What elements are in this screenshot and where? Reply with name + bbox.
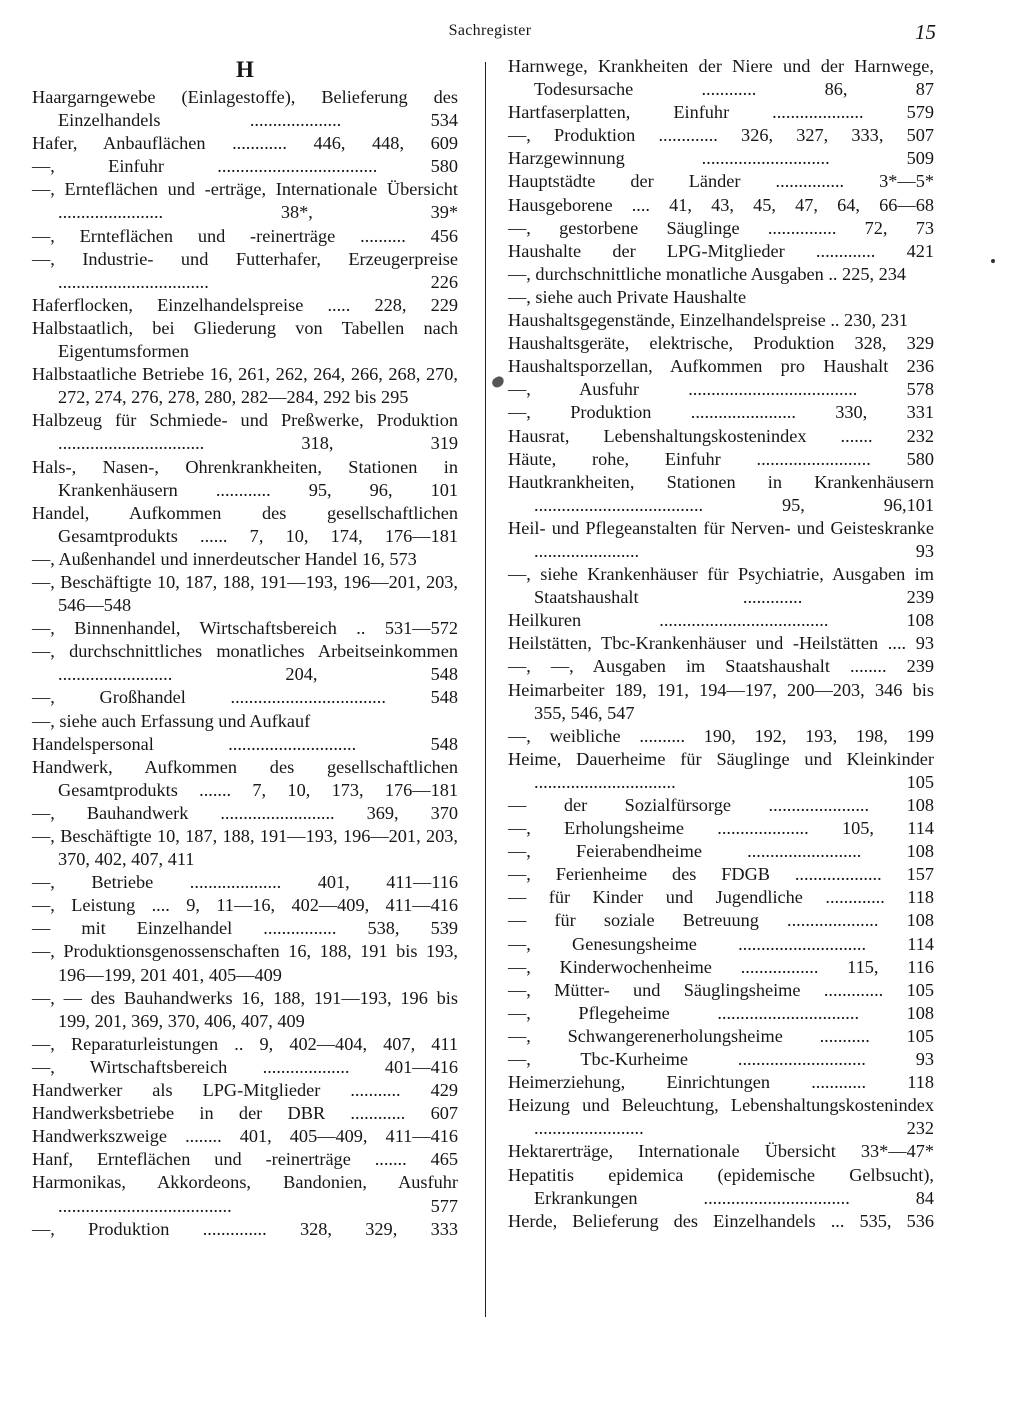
index-entry: —, Produktion ............. 326, 327, 333, 507 xyxy=(508,125,934,146)
index-entry: —, Erholungsheime .................... 105, 114 xyxy=(508,818,934,839)
ink-dot xyxy=(991,259,995,263)
index-entry: —, Pflegeheime ............................... 108 xyxy=(508,1002,934,1023)
index-entry: —, Ernteflächen und -reinerträge .......... 456 xyxy=(32,225,458,246)
page-number: 15 xyxy=(915,20,936,44)
column-divider xyxy=(485,62,486,1317)
index-entry: —, Reparaturleistungen .. 9, 402—404, 407, 411 xyxy=(32,1033,458,1054)
index-entry: —, Binnenhandel, Wirtschaftsbereich .. 531—572 xyxy=(32,618,458,639)
index-entry: —, — des Bauhandwerks 16, 188, 191—193, 196 bis 199, 201, 369, 370, 406, 407, 409 xyxy=(32,987,458,1031)
index-entry: —, Mütter- und Säuglingsheime ............. 105 xyxy=(508,979,934,1000)
index-entry: — für Kinder und Jugendliche ............. 118 xyxy=(508,887,934,908)
running-head xyxy=(0,20,1024,46)
index-entry: —, Bauhandwerk ......................... 369, 370 xyxy=(32,802,458,823)
index-entry: —, Wirtschaftsbereich ................... 401—416 xyxy=(32,1056,458,1077)
index-entry: Hafer, Anbauflächen ............ 446, 448, 609 xyxy=(32,133,458,154)
index-entry: Hals-, Nasen-, Ohrenkrankheiten, Stationen in Krankenhäusern ............ 95, 96, 101 xyxy=(32,456,458,500)
index-entry: Handwerker als LPG-Mitglieder ........... 429 xyxy=(32,1080,458,1101)
index-entry: Hauptstädte der Länder ............... 3*—5* xyxy=(508,171,934,192)
index-entry: Hanf, Ernteflächen und -reinerträge ....... 465 xyxy=(32,1149,458,1170)
index-entry: —, Produktion .............. 328, 329, 333 xyxy=(32,1218,458,1239)
index-entry: Heil- und Pflegeanstalten für Nerven- und Geisteskranke ....................... 93 xyxy=(508,517,934,561)
index-entry: Häute, rohe, Einfuhr ......................... 580 xyxy=(508,448,934,469)
index-entry: Hausrat, Lebenshaltungskostenindex ....... 232 xyxy=(508,425,934,446)
index-entry: —, Schwangerenerholungsheime ........... 105 xyxy=(508,1025,934,1046)
index-entry: Herde, Belieferung des Einzelhandels ... 535, 536 xyxy=(508,1210,934,1231)
index-entry: Haargarngewebe (Einlagestoffe), Belieferung des Einzelhandels .................... 534 xyxy=(32,87,458,131)
index-entry: — für soziale Betreuung .................... 108 xyxy=(508,910,934,931)
index-entry: Haushaltsgegenstände, Einzelhandelspreise .. 230, 231 xyxy=(508,310,909,331)
index-entry: —, durchschnittliche monatliche Ausgaben .. 225, 234 xyxy=(508,263,907,284)
index-entry: Handel, Aufkommen des gesellschaftlichen Gesamtprodukts ...... 7, 10, 174, 176—181 xyxy=(32,502,458,546)
ink-smudge xyxy=(490,375,505,389)
index-entry: —, Genesungsheime ............................ 114 xyxy=(508,933,934,954)
index-entry: Handelspersonal ............................ 548 xyxy=(32,733,458,754)
index-entry: —, —, Ausgaben im Staatshaushalt ........ 239 xyxy=(508,656,934,677)
index-entry: Hartfaserplatten, Einfuhr .................... 579 xyxy=(508,102,934,123)
index-entry: —, Außenhandel und innerdeutscher Handel 16, 573 xyxy=(32,548,417,569)
index-entry: —, Ferienheime des FDGB ................... 157 xyxy=(508,864,934,885)
index-entry: —, gestorbene Säuglinge ............... 72, 73 xyxy=(508,217,934,238)
index-entry: —, durchschnittliches monatliches Arbeitseinkommen ......................... 204, 548 xyxy=(32,641,458,685)
index-entry: Haushaltsporzellan, Aufkommen pro Haushalt 236 xyxy=(508,356,934,377)
index-entry: Haushaltsgeräte, elektrische, Produktion 328, 329 xyxy=(508,333,934,354)
index-entry: Harzgewinnung ............................ 509 xyxy=(508,148,934,169)
index-entry: —, Kinderwochenheime ................. 115, 116 xyxy=(508,956,934,977)
index-entry: —, Tbc-Kurheime ............................ 93 xyxy=(508,1049,934,1070)
index-entry: —, weibliche .......... 190, 192, 193, 198, 199 xyxy=(508,725,934,746)
index-entry: —, Beschäftigte 10, 187, 188, 191—193, 196—201, 203, 546—548 xyxy=(32,571,458,616)
index-entry: —, Großhandel .................................. 548 xyxy=(32,687,458,708)
index-entry: Heime, Dauerheime für Säuglinge und Kleinkinder ............................... 105 xyxy=(508,748,934,792)
index-entry: Hepatitis epidemica (epidemische Gelbsucht), Erkrankungen ................................ 84 xyxy=(508,1164,934,1208)
index-entry: —, Einfuhr ................................... 580 xyxy=(32,156,458,177)
index-entry: — mit Einzelhandel ................ 538, 539 xyxy=(32,918,458,939)
index-entry: —, siehe Krankenhäuser für Psychiatrie, Ausgaben im Staatshaushalt ............. 239 xyxy=(508,564,934,608)
index-entry: —, Leistung .... 9, 11—16, 402—409, 411—416 xyxy=(32,895,458,916)
index-entry: Haushalte der LPG-Mitglieder ............. 421 xyxy=(508,240,934,261)
index-entry: —, Industrie- und Futterhafer, Erzeugerpreise ................................. 226 xyxy=(32,248,458,292)
index-entry: —, Betriebe .................... 401, 411—116 xyxy=(32,872,458,893)
index-entry: Hausgeborene .... 41, 43, 45, 47, 64, 66—68 xyxy=(508,194,934,215)
index-entry: —, siehe auch Private Haushalte xyxy=(508,286,747,307)
index-column-right xyxy=(508,55,934,1233)
index-entry: —, Beschäftigte 10, 187, 188, 191—193, 196—201, 203, 370, 402, 407, 411 xyxy=(32,826,458,870)
letter-heading: H xyxy=(236,57,254,82)
index-entry: Heimerziehung, Einrichtungen ............ 118 xyxy=(508,1072,934,1093)
index-entry: —, Produktion ....................... 330, 331 xyxy=(508,402,934,423)
index-column-left xyxy=(32,55,458,1241)
entry-list-left xyxy=(32,86,458,1241)
index-entry: —, Produktionsgenossenschaften 16, 188, 191 bis 193, 196—199, 201 401, 405—409 xyxy=(32,941,458,985)
index-entry: Harmonikas, Akkordeons, Bandonien, Ausfuhr ...................................... 577 xyxy=(32,1172,458,1216)
index-entry: Halbstaatliche Betriebe 16, 261, 262, 264, 266, 268, 270, 272, 274, 276, 278, 280, 282—284, 292 bis 295 xyxy=(32,364,458,408)
index-entry: —, Feierabendheime ......................... 108 xyxy=(508,841,934,862)
index-entry: Haferflocken, Einzelhandelspreise ..... 228, 229 xyxy=(32,294,458,315)
index-entry: Handwerksbetriebe in der DBR ............ 607 xyxy=(32,1103,458,1124)
index-entry: Heizung und Beleuchtung, Lebenshaltungskostenindex ........................ 232 xyxy=(508,1095,934,1139)
index-entry: — der Sozialfürsorge ...................... 108 xyxy=(508,795,934,815)
index-entry: Heilstätten, Tbc-Krankenhäuser und -Heilstätten .... 93 xyxy=(508,633,934,654)
index-entry: Handwerkszweige ........ 401, 405—409, 411—416 xyxy=(32,1126,458,1147)
index-entry: Heimarbeiter 189, 191, 194—197, 200—203, 346 bis 355, 546, 547 xyxy=(508,679,934,723)
index-entry: Halbstaatlich, bei Gliederung von Tabellen nach Eigentumsformen xyxy=(32,317,458,362)
index-entry: Halbzeug für Schmiede- und Preßwerke, Produktion ................................ 318, 319 xyxy=(32,410,458,454)
index-entry: Handwerk, Aufkommen des gesellschaftlichen Gesamtprodukts ....... 7, 10, 173, 176—181 xyxy=(32,756,458,800)
index-entry: Hautkrankheiten, Stationen in Krankenhäusern ..................................... 95, 96,101 xyxy=(508,471,934,515)
index-entry: —, siehe auch Erfassung und Aufkauf xyxy=(32,710,311,731)
index-entry: Harnwege, Krankheiten der Niere und der Harnwege, Todesursache ............ 86, 87 xyxy=(508,56,934,100)
running-title: Sachregister xyxy=(448,22,532,39)
index-entry: —, Ernteflächen und -erträge, Internationale Übersicht ....................... 38*, 39* xyxy=(32,179,458,223)
index-entry: Heilkuren ..................................... 108 xyxy=(508,610,934,631)
entry-list-right xyxy=(508,55,934,1233)
index-entry: Hektarerträge, Internationale Übersicht 33*—47* xyxy=(508,1141,934,1162)
index-entry: —, Ausfuhr ..................................... 578 xyxy=(508,379,934,400)
